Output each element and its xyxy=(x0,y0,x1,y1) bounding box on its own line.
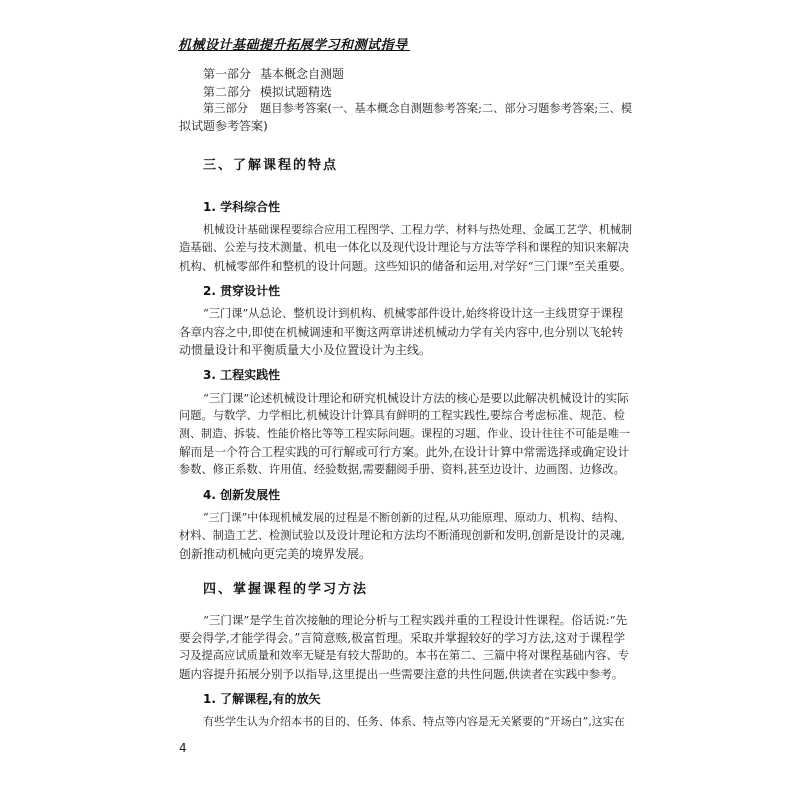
para-line: 各章内容之中,即使在机械调速和平衡这两章讲述机械动力学有关内容中,也分别以飞轮转 xyxy=(179,325,624,339)
para-line: “三门课”中体现机械发展的过程是不断创新的过程,从功能原理、原动力、机构、结构、 xyxy=(203,511,625,524)
para-line: “三门课”从总论、整机设计到机构、机械零部件设计,始终将设计这一主线贯穿于课程 xyxy=(203,307,624,320)
subheading-3: 3. 工程实践性 xyxy=(203,368,281,382)
para-line: 要会得学,才能学得会。”言简意赅,极富哲理。采取并掌握较好的学习方法,这对于课程学 xyxy=(179,631,626,645)
toc-title: 模拟试题精选 xyxy=(260,85,333,99)
page-number: 4 xyxy=(179,741,187,755)
toc-line-1 xyxy=(203,66,344,82)
para-line: 创新推动机械向更完美的境界发展。 xyxy=(179,547,372,561)
toc-title: 题目参考答案(一、基本概念自测题参考答案;二、部分习题参考答案;三、模 xyxy=(260,102,632,115)
section-heading-4: 四、掌握课程的学习方法 xyxy=(203,582,369,597)
para-line: 造基础、公差与技术测量、机电一体化以及现代设计理论与方法等学科和课程的知识来解决 xyxy=(179,241,630,254)
para-line: “三门课”是学生首次接触的理论分析与工程实践并重的工程设计性课程。俗话说:“先 xyxy=(203,613,628,627)
para-line: 测、制造、拆装、性能价格比等等工程实际问题。课程的习题、作业、设计往往不可能是唯一 xyxy=(179,427,630,440)
para-line: 题内容提升拓展分别予以指导,这里提出一些需要注意的共性问题,供读者在实践中参考。 xyxy=(179,667,624,681)
para-line: 参数、修正系数、许用值、经验数据,需要翻阅手册、资料,甚至边设计、边画图、边修改。 xyxy=(179,463,625,476)
toc-part: 第一部分 xyxy=(203,67,252,81)
running-head: 机械设计基础提升拓展学习和测试指导 xyxy=(178,38,408,53)
para-line: 解而是一个符合工程实践的可行解或可行方案。此外,在设计计算中常需选择或确定设计 xyxy=(179,445,630,459)
toc-continuation: 拟试题参考答案) xyxy=(179,119,268,133)
toc-line-2 xyxy=(203,84,332,100)
para-line: 机构、机械零部件和整机的设计问题。这些知识的储备和运用,对学好“三门课”至关重要。 xyxy=(179,259,632,273)
subheading-4-1: 1. 了解课程,有的放矢 xyxy=(203,692,321,706)
subheading-1: 1. 学科综合性 xyxy=(203,200,281,214)
para-line: 材料、制造工艺、检测试验以及设计理论和方法均不断涌现创新和发明,创新是设计的灵魂, xyxy=(179,529,625,542)
toc-part: 第二部分 xyxy=(203,85,252,99)
running-head-rule xyxy=(178,50,410,51)
toc-line-3 xyxy=(203,101,632,117)
subheading-4: 4. 创新发展性 xyxy=(203,488,281,502)
subheading-2: 2. 贯穿设计性 xyxy=(203,284,281,298)
para-line: 机械设计基础课程要综合应用工程图学、工程力学、材料与热处理、金属工艺学、机械制 xyxy=(203,223,632,236)
para-line: 习及提高应试质量和效率无疑是有较大帮助的。本书在第二、三篇中将对课程基础内容、专 xyxy=(179,649,630,662)
para-line: 有些学生认为介绍本书的目的、任务、体系、特点等内容是无关紧要的“开场白”,这实在 xyxy=(203,715,625,728)
para-line: 动惯量设计和平衡质量大小及位置设计为主线。 xyxy=(179,343,432,357)
section-heading-3: 三、了解课程的特点 xyxy=(203,158,339,173)
toc-part: 第三部分 xyxy=(203,102,249,115)
para-line: 问题。与数学、力学相比,机械设计计算具有鲜明的工程实践性,要综合考虑标准、规范、检 xyxy=(179,409,625,422)
para-line: “三门课”论述机械设计理论和研究机械设计方法的核心是要以此解决机械设计的实际 xyxy=(203,391,629,405)
toc-title: 基本概念自测题 xyxy=(260,67,345,81)
